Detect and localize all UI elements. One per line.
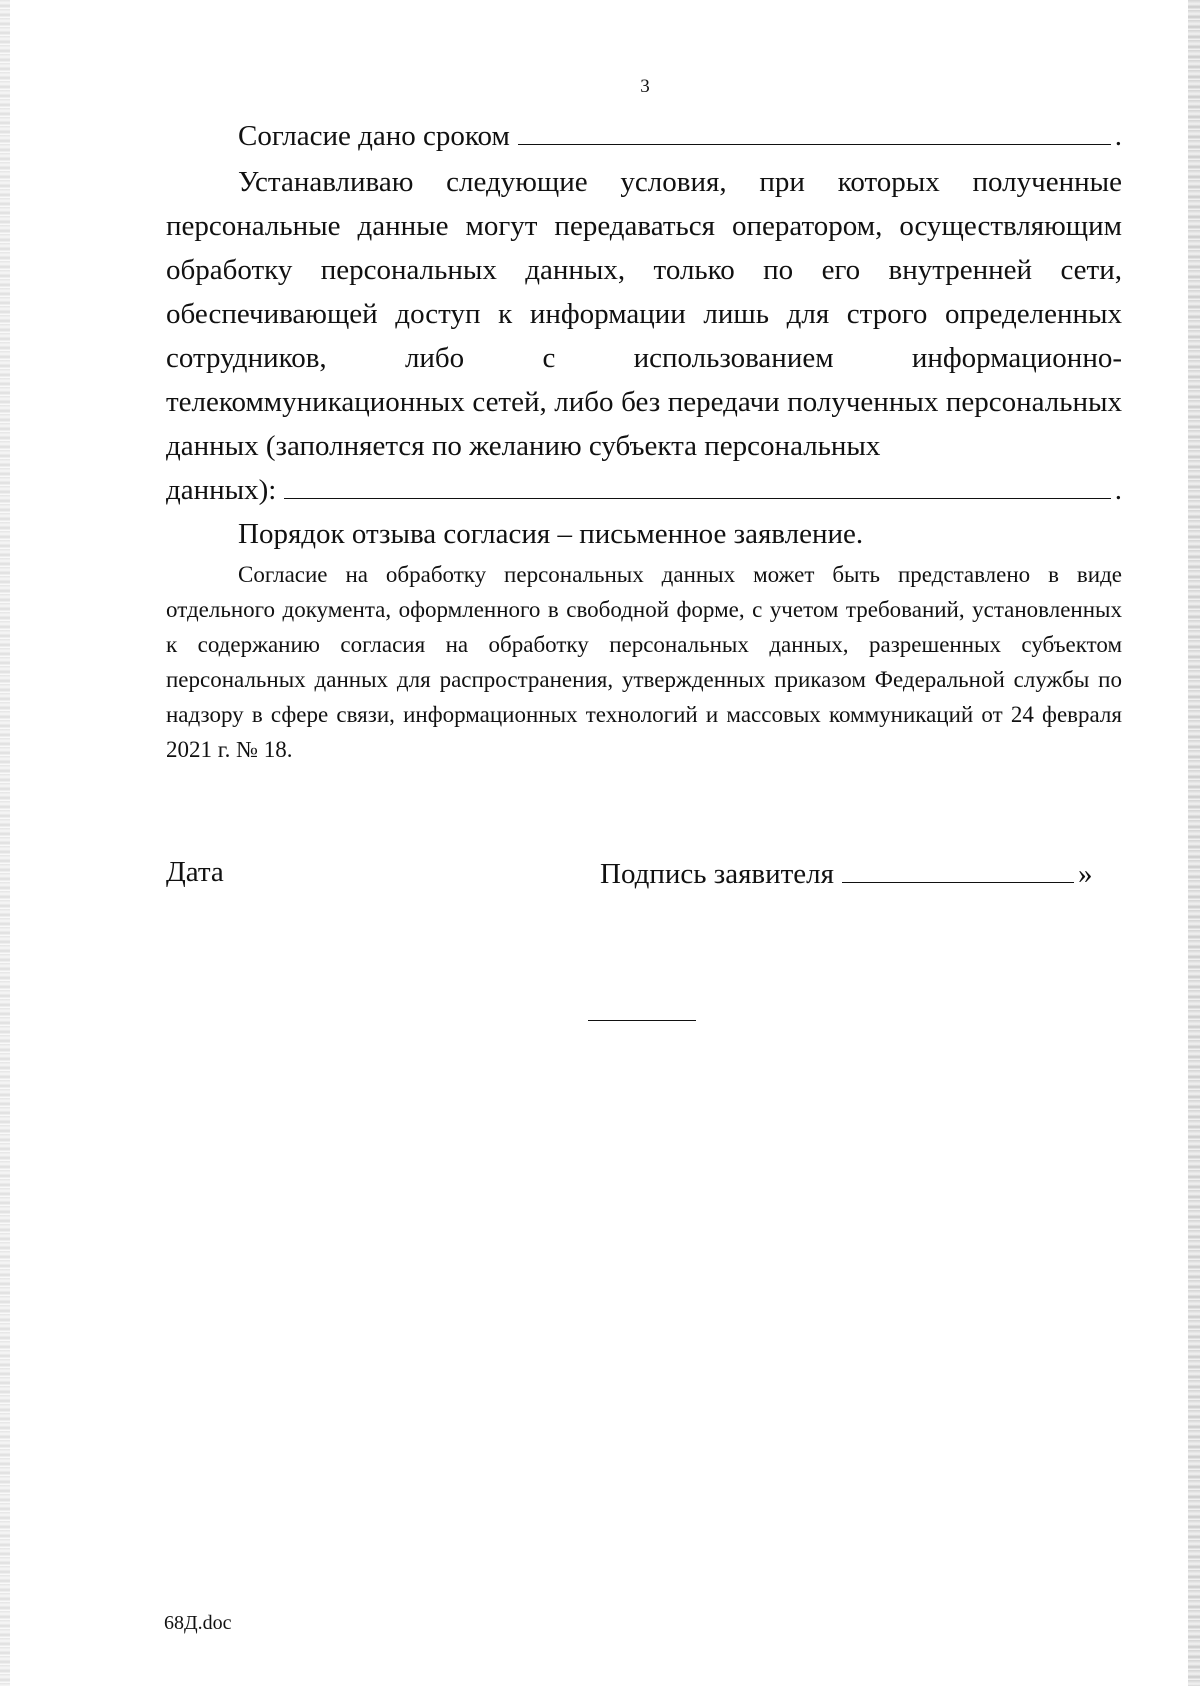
conditions-paragraph: Устанавливаю следующие условия, при которых полученные персональные данные могут передаваться оператором, осуществляющим обработку персональных данных, только по его внутренней сети, обеспечивающей доступ к информации лишь для строго определенных сотрудников, либо с использованием информационно-телекоммуникационных сетей, либо без передачи полученных персональных данных (заполняется по желанию субъекта персональных <box>166 166 1122 462</box>
consent-term-label: Согласие дано сроком <box>238 120 510 152</box>
signature-row <box>166 856 1112 896</box>
conditions-blank <box>284 472 1110 499</box>
legal-note: Согласие на обработку персональных данных может быть представлено в виде отдельного документа, оформленного в свободной форме, с учетом требований, установленных к содержанию согласия на обработку персональных данных, разрешенных субъектом персональных данных для распространения, утвержденных приказом Федеральной службы по надзору в сфере связи, информационных технологий и массовых коммуникаций от 24 февраля 2021 г. № 18. <box>166 562 1122 762</box>
scan-edge-left <box>0 0 10 1686</box>
consent-term-line <box>166 114 1122 158</box>
page-number: 3 <box>640 76 650 97</box>
conditions-period: . <box>1114 474 1122 506</box>
conditions-fill-line <box>166 468 1122 512</box>
scan-edge-right <box>1188 0 1200 1686</box>
date-label: Дата <box>166 856 224 888</box>
signature-blank <box>842 856 1074 883</box>
revocation-statement: Порядок отзыва согласия – письменное заявление. <box>238 518 864 550</box>
file-name: 68Д.doc <box>164 1612 232 1634</box>
end-divider <box>588 1020 696 1021</box>
consent-term-period: . <box>1114 120 1122 152</box>
conditions-last-label: данных): <box>166 474 277 506</box>
closing-mark: » <box>1077 858 1093 890</box>
signature-label: Подпись заявителя <box>600 858 834 890</box>
signature-block <box>600 856 1092 891</box>
consent-term-blank <box>518 118 1111 145</box>
